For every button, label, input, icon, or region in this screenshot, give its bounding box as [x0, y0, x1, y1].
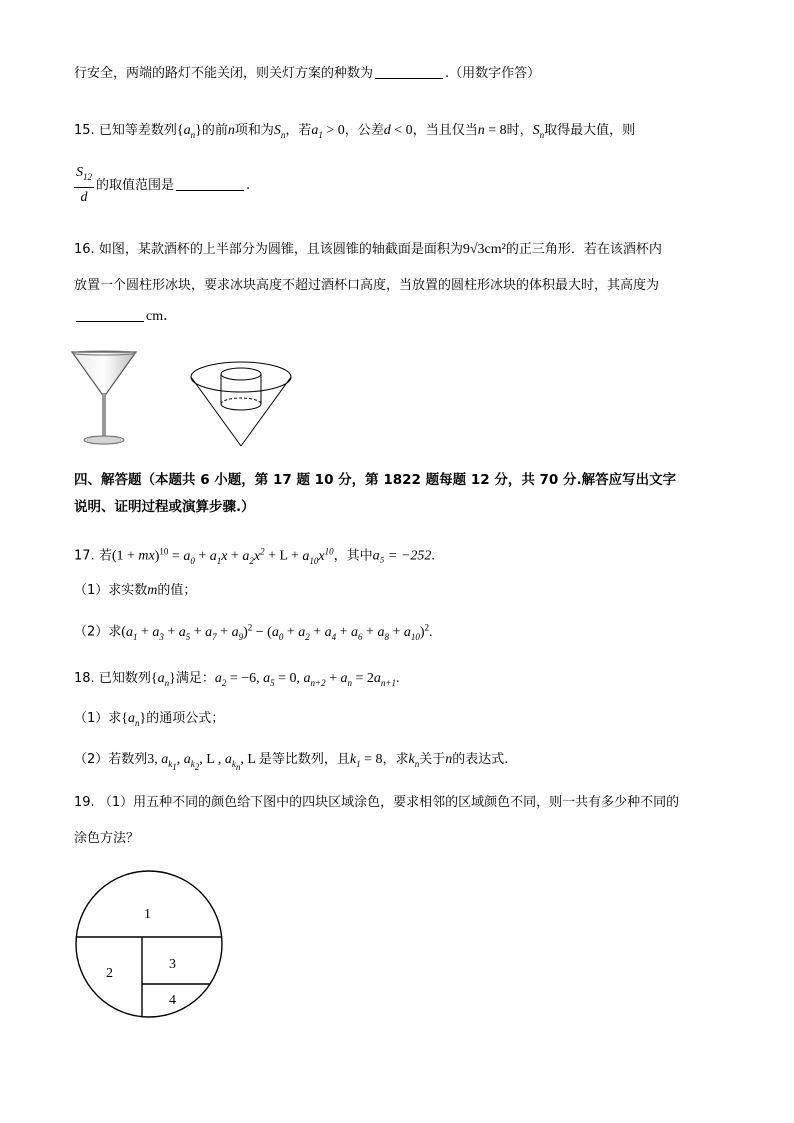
section-heading-line2: 说明、证明过程或演算步骤.） — [74, 499, 255, 515]
q16-line2: 放置一个圆柱形冰块，要求冰块高度不超过酒杯口高度，当放置的圆柱形冰块的体积最大时，其高度为 — [74, 278, 660, 293]
q18-part1: （1）求$\{a_n\}$的通项公式； — [74, 711, 225, 728]
cone-cylinder-figure — [188, 358, 294, 448]
answer-blank — [76, 307, 144, 322]
martini-glass-image — [70, 350, 140, 446]
region-label-4: 4 — [169, 993, 176, 1008]
q17-part1: （1）求实数m的值； — [74, 583, 197, 598]
region-label-1: 1 — [144, 907, 151, 922]
section-heading: 四、解答题（本题共 6 小题，第 17 题 10 分，第 1822 题每题 12 分，共 70 分.解答应写出文字 — [74, 472, 677, 488]
q16-line1: 16. 如图，某款酒杯的上半部分为圆锥，且该圆锥的轴截面是面积为9√3cm²的正三角形．若在该酒杯内 — [74, 242, 662, 257]
q18-part2: （2）若数列3, $a_{k_1}$, $a_{k_2}$, L , $a_{k_n}$, L 是等比数列，且$k_1 = 8$，求$k_n$关于n的表达式. — [74, 752, 509, 772]
region-label-3: 3 — [169, 957, 176, 972]
q19-line2: 涂色方法？ — [74, 831, 140, 846]
q15-line2: $\frac{S_{12}}{d}$ 的取值范围是 . — [74, 163, 250, 208]
region-label-2: 2 — [106, 966, 113, 981]
q14-tail-line: 行安全，两端的路灯不能关闭，则关灯方案的种数为 .（用数字作答） — [74, 66, 541, 81]
answer-blank — [176, 176, 244, 191]
four-region-circle-figure — [74, 866, 226, 1024]
q17-line1: 17. 若$(1 + mx)^{10} = a_0 + a_1x + a_2x^2 + L + a_{10}x^{10}$，其中a₅ = −252. — [74, 546, 435, 566]
q15-line1: 15. 已知等差数列$\{a_n\}$的前n项和为$S_n$，若$a_1 > 0$，公差d < 0，当且仅当n = 8时，$S_n$取得最大值，则 — [74, 123, 636, 140]
q18-line1: 18. 已知数列$\{a_n\}$满足：$a_2 = -6$, $a_5 = 0$, $a_{n+2} + a_n = 2a_{n+1}$. — [74, 671, 400, 688]
q19-line1: 19. （1）用五种不同的颜色给下图中的四块区域涂色，要求相邻的区域颜色不同，则一共有多少种不同的 — [74, 795, 680, 810]
q16-line3: cm． — [74, 307, 177, 327]
s12-over-d-fraction: $\frac{S_{12}}{d}$ — [76, 165, 92, 205]
q17-part2: （2）求$(a_1 + a_3 + a_5 + a_7 + a_9)^2 - (a_0 + a_2 + a_4 + a_6 + a_8 + a_{10})^2$. — [74, 622, 433, 642]
answer-blank — [375, 64, 443, 79]
